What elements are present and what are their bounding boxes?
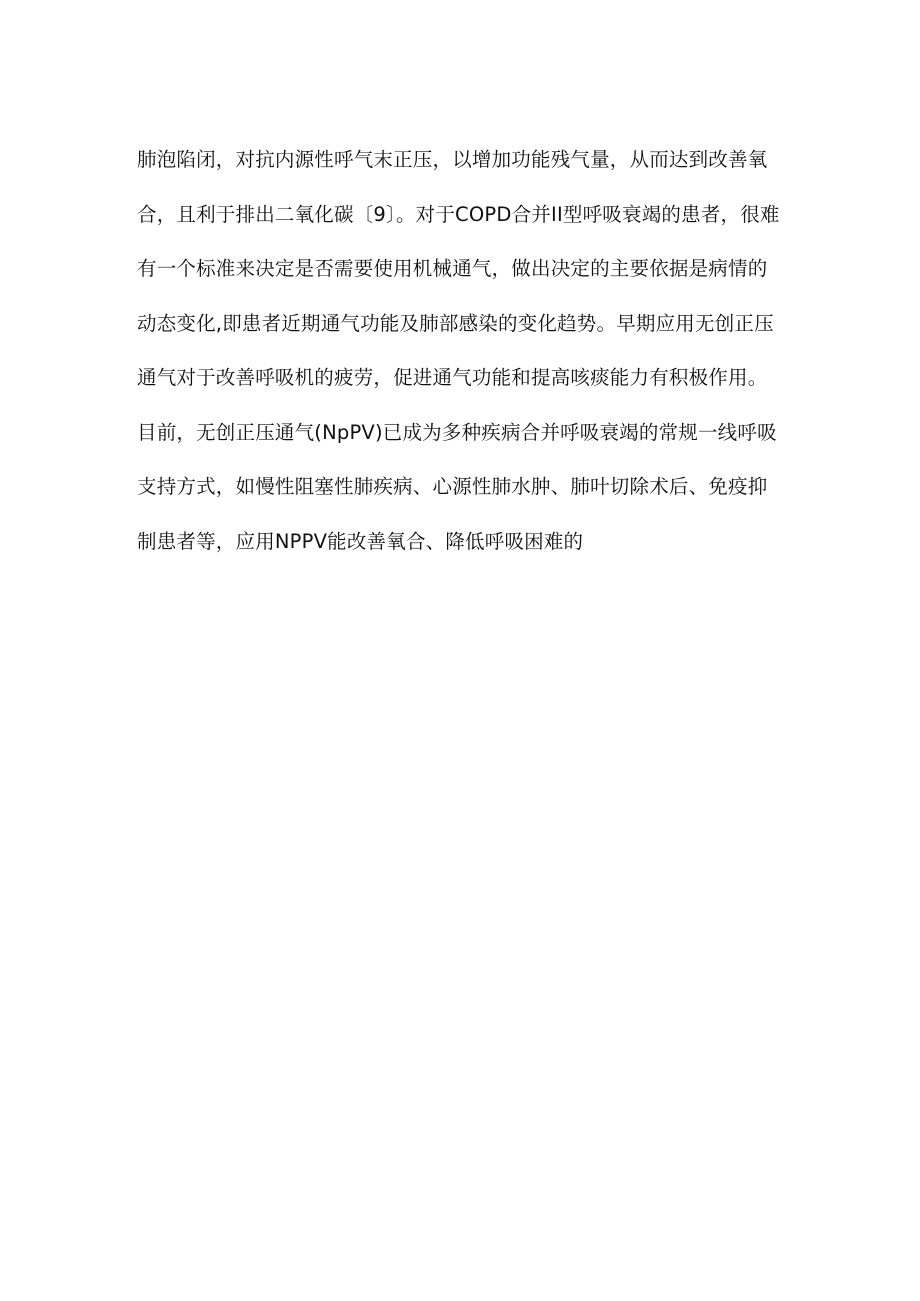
text-line: 有一个标准来决定是否需要使用机械通气，做出决定的主要依据是病情的	[137, 257, 768, 280]
text-line: 合，且利于排出二氧化碳〔9〕。对于COPD合并II型呼吸衰竭的患者，很难	[137, 202, 780, 226]
text-line: 通气对于改善呼吸机的疲劳，促进通气功能和提高咳痰能力有积极作用。	[137, 366, 768, 389]
text-line: 目前，无创正压通气(NpPV)已成为多种疾病合并呼吸衰竭的常规一线呼吸	[137, 420, 777, 444]
text-line: 制患者等，应用NPPV能改善氧合、降低呼吸困难的	[137, 529, 584, 553]
text-line: 肺泡陷闭，对抗内源性呼气末正压，以增加功能残气量，从而达到改善氧	[137, 148, 768, 171]
body-paragraph	[137, 133, 787, 569]
text-line: 动态变化,即患者近期通气功能及肺部感染的变化趋势。早期应用无创正压	[137, 311, 774, 335]
text-line: 支持方式，如慢性阻塞性肺疾病、心源性肺水肿、肺叶切除术后、免疫抑	[137, 475, 768, 498]
